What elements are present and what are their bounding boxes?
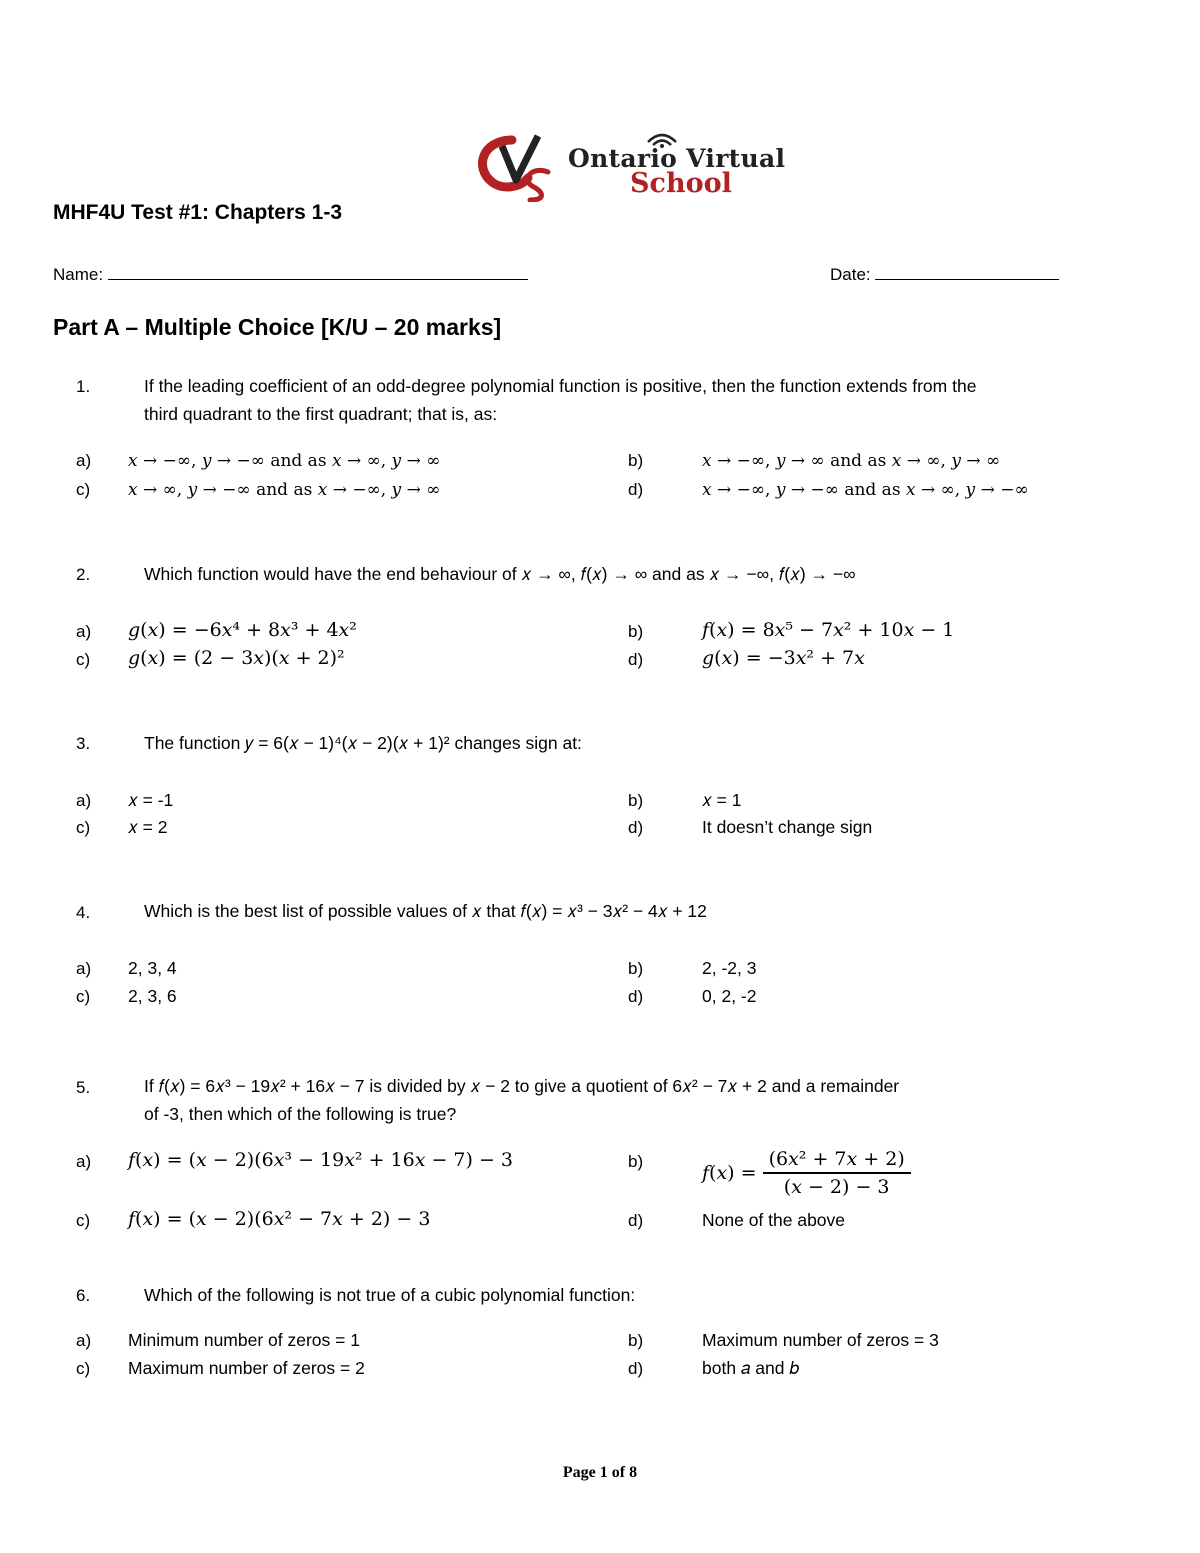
option-label: b) bbox=[628, 451, 644, 470]
option-label: c) bbox=[76, 1211, 91, 1230]
logo-text-line1: Ontario Virtual bbox=[568, 144, 786, 173]
option-a[interactable]: 𝑥 = -1 bbox=[128, 790, 174, 810]
option-label: d) bbox=[628, 1211, 644, 1230]
option-label: c) bbox=[76, 1359, 91, 1378]
option-b[interactable]: 𝑓(𝑥) = 8𝑥⁵ − 7𝑥² + 10𝑥 − 1 bbox=[702, 619, 955, 641]
question-text: of -3, then which of the following is true? bbox=[144, 1104, 457, 1124]
option-d[interactable]: 0, 2, -2 bbox=[702, 986, 757, 1006]
school-logo bbox=[472, 130, 817, 202]
part-a-title: Part A – Multiple Choice [K/U – 20 marks] bbox=[53, 314, 502, 340]
question-number: 3. bbox=[76, 734, 91, 753]
question-text: Which function would have the end behaviour of 𝑥 → ∞, 𝑓(𝑥) → ∞ and as 𝑥 → −∞, 𝑓(𝑥) → −∞ bbox=[144, 564, 856, 584]
option-label: c) bbox=[76, 480, 91, 499]
option-a[interactable]: 𝑥 → −∞, 𝑦 → −∞ and as 𝑥 → ∞, 𝑦 → ∞ bbox=[128, 451, 441, 471]
option-label: a) bbox=[76, 791, 92, 810]
date-field-row bbox=[830, 262, 1059, 285]
question-text: Which of the following is not true of a cubic polynomial function: bbox=[144, 1285, 636, 1305]
question-text: If 𝑓(𝑥) = 6𝑥³ − 19𝑥² + 16𝑥 − 7 is divided by 𝑥 − 2 to give a quotient of 6𝑥² − 7𝑥 + 2 and a remainder bbox=[144, 1076, 900, 1096]
option-c[interactable]: 𝑔(𝑥) = (2 − 3𝑥)(𝑥 + 2)² bbox=[128, 647, 345, 669]
date-label: Date: bbox=[830, 265, 871, 284]
option-label: a) bbox=[76, 1331, 92, 1350]
option-d[interactable]: None of the above bbox=[702, 1210, 846, 1230]
question-number: 4. bbox=[76, 903, 91, 922]
question-text: The function 𝑦 = 6(𝑥 − 1)⁴(𝑥 − 2)(𝑥 + 1)² changes sign at: bbox=[144, 733, 582, 753]
option-label: d) bbox=[628, 650, 644, 669]
name-input-line[interactable] bbox=[108, 262, 528, 280]
option-c[interactable]: 2, 3, 6 bbox=[128, 986, 177, 1006]
name-field-row bbox=[53, 262, 528, 285]
name-label: Name: bbox=[53, 265, 104, 284]
option-d[interactable]: both 𝑎 and 𝑏 bbox=[702, 1358, 800, 1378]
option-label: d) bbox=[628, 818, 644, 837]
page-number: Page 1 of 8 bbox=[562, 1464, 638, 1481]
option-b[interactable]: 𝑥 → −∞, 𝑦 → ∞ and as 𝑥 → ∞, 𝑦 → ∞ bbox=[702, 451, 1001, 471]
option-label: b) bbox=[628, 622, 644, 641]
option-label: a) bbox=[76, 1152, 92, 1171]
date-input-line[interactable] bbox=[875, 262, 1059, 280]
question-text: If the leading coefficient of an odd-degree polynomial function is positive, then the function extends from the bbox=[144, 376, 977, 396]
option-c[interactable]: Maximum number of zeros = 2 bbox=[128, 1358, 365, 1378]
option-a[interactable]: 𝑔(𝑥) = −6𝑥⁴ + 8𝑥³ + 4𝑥² bbox=[128, 619, 357, 641]
question-number: 5. bbox=[76, 1078, 91, 1097]
option-c[interactable]: 𝑥 = 2 bbox=[128, 817, 168, 837]
option-label: b) bbox=[628, 791, 644, 810]
option-b[interactable]: 2, -2, 3 bbox=[702, 958, 757, 978]
option-label: a) bbox=[76, 622, 92, 641]
option-label: a) bbox=[76, 451, 92, 470]
question-number: 1. bbox=[76, 377, 91, 396]
option-label: c) bbox=[76, 650, 91, 669]
fraction-denominator: (𝑥 − 2) − 3 bbox=[783, 1176, 890, 1198]
option-a[interactable]: Minimum number of zeros = 1 bbox=[128, 1330, 360, 1350]
option-d[interactable]: 𝑥 → −∞, 𝑦 → −∞ and as 𝑥 → ∞, 𝑦 → −∞ bbox=[702, 480, 1029, 500]
option-label: a) bbox=[76, 959, 92, 978]
option-a[interactable]: 𝑓(𝑥) = (𝑥 − 2)(6𝑥³ − 19𝑥² + 16𝑥 − 7) − 3 bbox=[128, 1149, 514, 1171]
option-label: d) bbox=[628, 1359, 644, 1378]
logo-text-line2: School bbox=[630, 168, 732, 199]
option-c[interactable]: 𝑥 → ∞, 𝑦 → −∞ and as 𝑥 → −∞, 𝑦 → ∞ bbox=[128, 480, 441, 500]
option-b[interactable]: 𝑥 = 1 bbox=[702, 790, 742, 810]
option-b-lhs: 𝑓(𝑥) = bbox=[702, 1162, 757, 1184]
option-label: b) bbox=[628, 1152, 644, 1171]
option-label: d) bbox=[628, 480, 644, 499]
question-number: 2. bbox=[76, 565, 91, 584]
option-label: c) bbox=[76, 987, 91, 1006]
option-label: c) bbox=[76, 818, 91, 837]
option-d[interactable]: It doesn’t change sign bbox=[702, 817, 873, 837]
option-label: b) bbox=[628, 1331, 644, 1350]
option-label: d) bbox=[628, 987, 644, 1006]
question-text: third quadrant to the first quadrant; that is, as: bbox=[144, 404, 498, 424]
option-b[interactable] bbox=[702, 1148, 911, 1198]
fraction-numerator: (6𝑥² + 7𝑥 + 2) bbox=[763, 1148, 911, 1174]
question-number: 6. bbox=[76, 1286, 91, 1305]
option-a[interactable]: 2, 3, 4 bbox=[128, 958, 177, 978]
option-label: b) bbox=[628, 959, 644, 978]
logo-monogram-icon bbox=[472, 130, 572, 202]
option-d[interactable]: 𝑔(𝑥) = −3𝑥² + 7𝑥 bbox=[702, 647, 865, 669]
option-c[interactable]: 𝑓(𝑥) = (𝑥 − 2)(6𝑥² − 7𝑥 + 2) − 3 bbox=[128, 1208, 431, 1230]
fraction bbox=[763, 1148, 911, 1198]
question-text: Which is the best list of possible values of 𝑥 that 𝑓(𝑥) = 𝑥³ − 3𝑥² − 4𝑥 + 12 bbox=[144, 901, 707, 921]
test-title: MHF4U Test #1: Chapters 1-3 bbox=[53, 201, 343, 224]
option-b[interactable]: Maximum number of zeros = 3 bbox=[702, 1330, 939, 1350]
